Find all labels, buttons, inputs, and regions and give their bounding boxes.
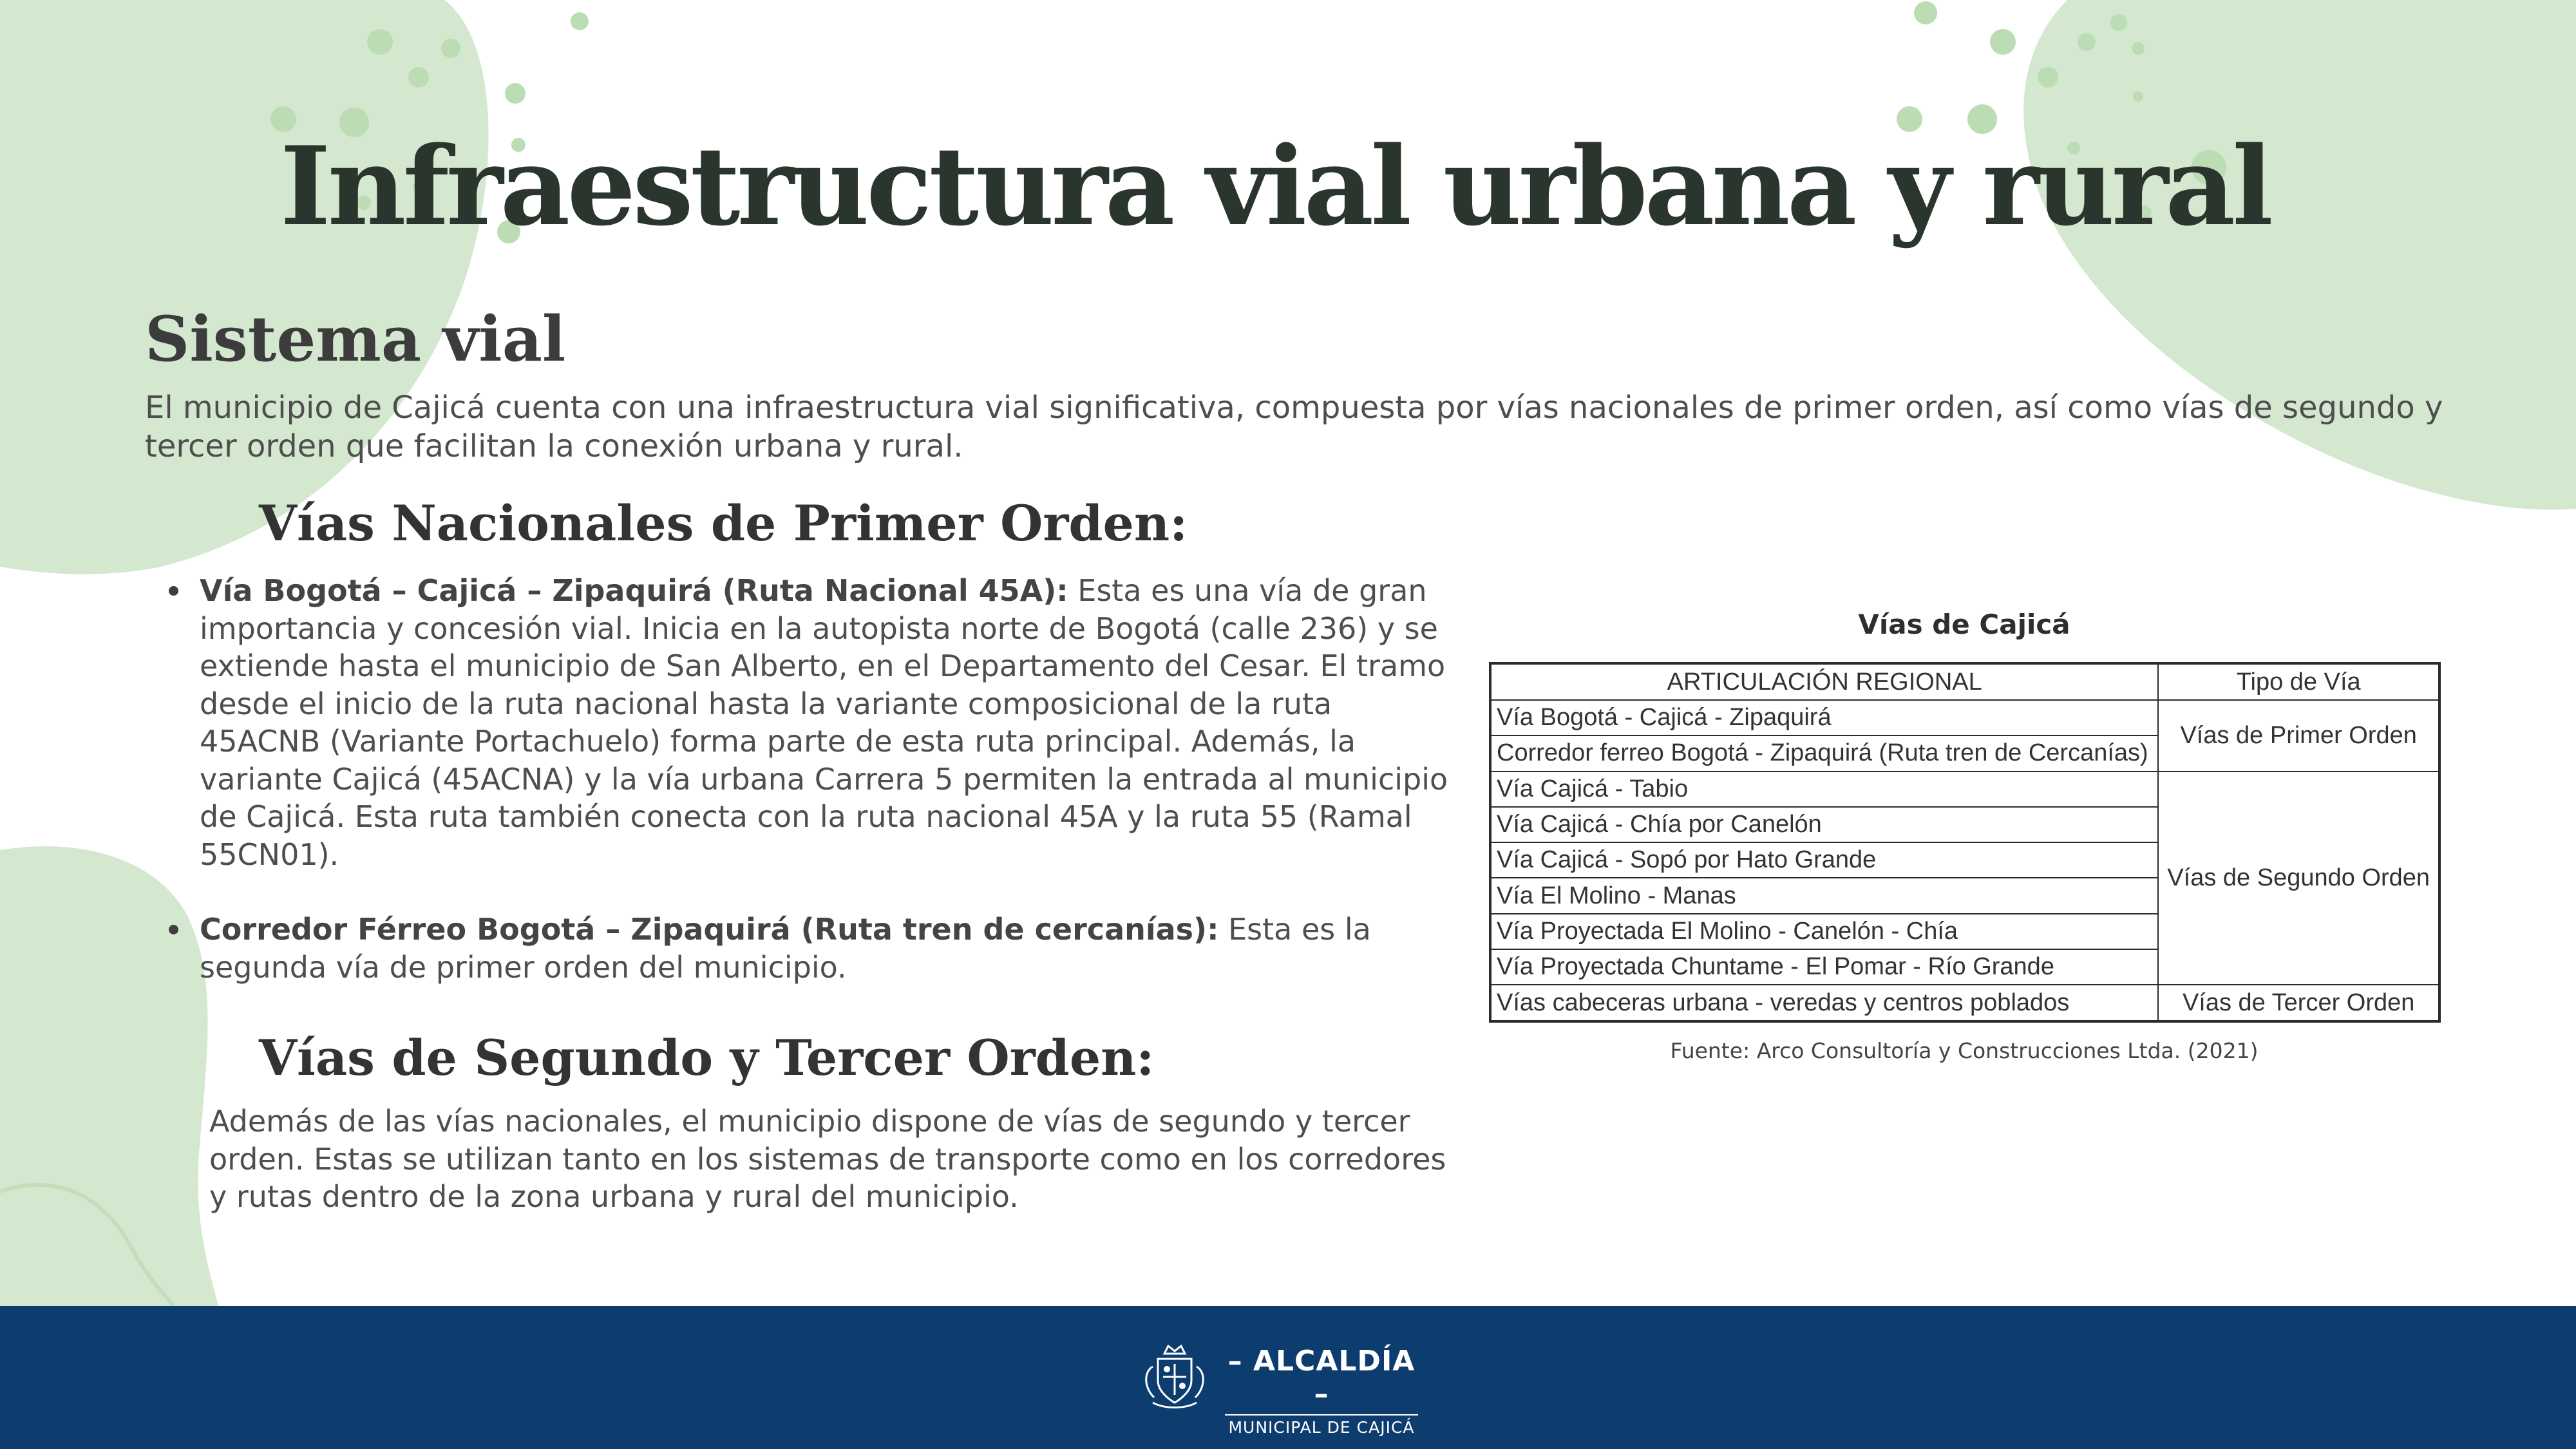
road-name-cell: Vía Cajicá - Tabio — [1490, 772, 2158, 807]
list-item — [200, 911, 1455, 986]
logo-main-text: – ALCALDÍA – — [1227, 1345, 1416, 1410]
road-name-cell: Vía Proyectada El Molino - Canelón - Chía — [1490, 914, 2158, 949]
table-source: Fuente: Arco Consultoría y Construcciones Ltda. (2021) — [1670, 1038, 2259, 1063]
secondary-roads-heading: Vías de Segundo y Tercer Orden: — [259, 1029, 1155, 1086]
road-name-cell: Vía Bogotá - Cajicá - Zipaquirá — [1490, 700, 2158, 735]
road-type-cell: Vías de Tercer Orden — [2158, 985, 2439, 1021]
road-name-cell: Vías cabeceras urbana - veredas y centros poblados — [1490, 985, 2158, 1021]
table-row — [1490, 700, 2439, 735]
primary-roads-list — [200, 572, 1455, 986]
footer-logo — [1225, 1345, 1418, 1437]
table-header-row — [1490, 663, 2439, 700]
road-name-cell: Vía Cajicá - Sopó por Hato Grande — [1490, 842, 2158, 878]
road-name-cell: Corredor ferreo Bogotá - Zipaquirá (Ruta tren de Cercanías) — [1490, 735, 2158, 771]
list-item — [200, 572, 1455, 873]
road-type-cell: Vías de Segundo Orden — [2158, 772, 2439, 985]
coat-of-arms-icon — [1139, 1341, 1211, 1412]
primary-roads-heading: Vías Nacionales de Primer Orden: — [259, 495, 1188, 552]
table-row — [1490, 772, 2439, 807]
road-name-cell: Vía El Molino - Manas — [1490, 878, 2158, 913]
logo-sub-text: MUNICIPAL DE CAJICÁ — [1225, 1414, 1418, 1437]
road-name-cell: Vía Proyectada Chuntame - El Pomar - Río Grande — [1490, 949, 2158, 985]
table-row — [1490, 985, 2439, 1021]
table-title: Vías de Cajicá — [1858, 609, 2070, 640]
bullet-bold-label: Vía Bogotá – Cajicá – Zipaquirá (Ruta Nacional 45A): — [200, 573, 1068, 608]
secondary-roads-paragraph: Además de las vías nacionales, el municipio dispone de vías de segundo y tercer orden. Estas se utilizan tanto en los sistemas de transporte como en los corredores y rutas dentro de la zona urbana y rural del municipio. — [209, 1104, 1446, 1214]
bullet-bold-label: Corredor Férreo Bogotá – Zipaquirá (Ruta tren de cercanías): — [200, 912, 1219, 947]
intro-paragraph: El municipio de Cajicá cuenta con una infraestructura vial significativa, compuesta por vías nacionales de primer orden, así como vías de segundo y tercer orden que facilitan la conexión urbana y rural. — [145, 390, 2443, 464]
road-name-cell: Vía Cajicá - Chía por Canelón — [1490, 807, 2158, 842]
roads-table — [1489, 662, 2441, 1023]
column-header: Tipo de Vía — [2158, 663, 2439, 700]
section-heading: Sistema vial — [145, 303, 566, 375]
road-type-cell: Vías de Primer Orden — [2158, 700, 2439, 772]
column-header: ARTICULACIÓN REGIONAL — [1490, 663, 2158, 700]
page-title: Infraestructura vial urbana y rural — [279, 122, 2270, 250]
bullet-text: Esta es la segunda vía de primer orden del municipio. — [200, 912, 1371, 985]
bottom-left-blob — [0, 846, 219, 1307]
bullet-text: Esta es una vía de gran importancia y concesión vial. Inicia en la autopista norte de Bogotá (calle 236) y se extiende hasta el municipio de San Alberto, en el Departamento del Cesar. El tramo desde el inicio de la ruta nacional hasta la variante composicional de la ruta 45ACNB (Variante Portachuelo) forma parte de esta ruta principal. Además, la variante Cajicá (45ACNA) y la vía urbana Carrera 5 permiten la entrada al municipio de Cajicá. Esta ruta también conecta con la ruta nacional 45A y la ruta 55 (Ramal 55CN01). — [200, 573, 1448, 872]
